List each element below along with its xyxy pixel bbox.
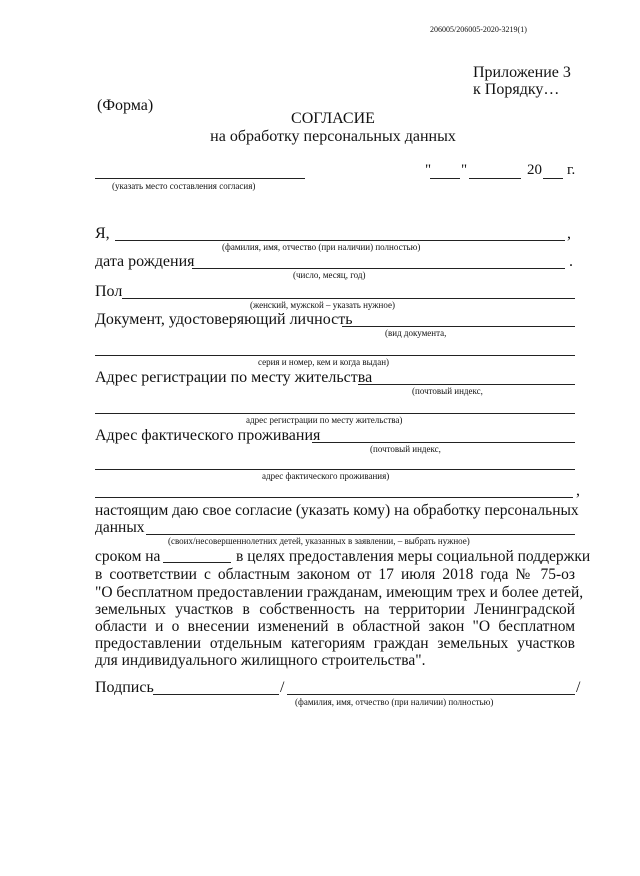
- sex-line[interactable]: [122, 298, 575, 299]
- term-line[interactable]: [163, 562, 231, 563]
- term-label: сроком на: [95, 548, 161, 565]
- term-line3: "О бесплатном предоставлении гражданам, имеющим трех и более детей,: [95, 584, 584, 601]
- reg-address-caption: (почтовый индекс,: [412, 386, 483, 396]
- fact-address-caption: (почтовый индекс,: [370, 444, 441, 454]
- place-line[interactable]: [95, 178, 305, 179]
- term-purpose: в целях предоставления меры социальной поддержки: [236, 548, 591, 565]
- fact-address-line[interactable]: [312, 442, 575, 443]
- birth-line[interactable]: [192, 268, 565, 269]
- ya-label: Я,: [95, 225, 110, 242]
- date-month-line[interactable]: [469, 178, 521, 179]
- birth-caption: (число, месяц, год): [293, 270, 366, 280]
- term-line6: предоставлении отдельным категориям граждан земельных участков: [95, 635, 575, 652]
- date-year-line[interactable]: [543, 178, 563, 179]
- reg-address-label: Адрес регистрации по месту жительства: [95, 369, 373, 386]
- id-doc-line[interactable]: [342, 326, 575, 327]
- signature-caption: (фамилия, имя, отчество (при наличии) полностью): [295, 697, 494, 707]
- signature-name-line[interactable]: [287, 694, 575, 695]
- signature-slash2: /: [576, 679, 581, 696]
- fullname-caption: (фамилия, имя, отчество (при наличии) полностью): [222, 242, 421, 252]
- recipient-comma: ,: [576, 482, 580, 499]
- id-doc-line2[interactable]: [95, 355, 575, 356]
- term-line7: для индивидуального жилищного строительства".: [95, 652, 426, 669]
- date-day-line[interactable]: [430, 178, 460, 179]
- document-subtitle: на обработку персональных данных: [210, 128, 456, 145]
- place-caption: (указать место составления согласия): [112, 181, 256, 191]
- sex-label: Пол: [95, 283, 123, 300]
- fullname-line[interactable]: [115, 240, 565, 241]
- term-line5: области и о внесении изменений в областной закон "О бесплатном: [95, 618, 575, 635]
- fact-address-line2[interactable]: [95, 469, 575, 470]
- recipient-line[interactable]: [95, 497, 573, 498]
- sex-caption: (женский, мужской – указать нужное): [250, 300, 395, 310]
- consent-line1: настоящим даю свое согласие (указать кому) на обработку персональных: [95, 502, 579, 519]
- appendix-line1: Приложение 3: [473, 64, 571, 81]
- term-line4: земельных участков в собственность на территории Ленинградской: [95, 601, 575, 618]
- signature-label: Подпись: [95, 679, 154, 696]
- consent-caption: (своих/несовершеннолетних детей, указанных в заявлении, – выбрать нужное): [168, 536, 470, 546]
- reg-address-line2[interactable]: [95, 413, 575, 414]
- date-year-suffix: г.: [567, 162, 576, 178]
- consent-line2: данных: [95, 519, 145, 536]
- ya-end: ,: [567, 225, 571, 242]
- fact-address-label: Адрес фактического проживания: [95, 427, 321, 444]
- id-doc-caption: (вид документа,: [385, 328, 447, 338]
- form-label: (Форма): [97, 97, 154, 114]
- birth-end: .: [569, 253, 573, 270]
- signature-slash1: /: [280, 679, 285, 696]
- signature-line[interactable]: [153, 694, 279, 695]
- id-doc-caption2: серия и номер, кем и когда выдан): [258, 357, 390, 367]
- birth-label: дата рождения: [95, 253, 195, 270]
- appendix-line2: к Порядку…: [473, 81, 560, 98]
- document-code: 206005/206005-2020-3219(1): [430, 25, 527, 34]
- term-line2: в соответствии с областным законом от 17 июля 2018 года № 75-оз: [95, 566, 575, 583]
- id-doc-label: Документ, удостоверяющий личность: [95, 311, 353, 328]
- document-title: СОГЛАСИЕ: [291, 110, 375, 127]
- reg-address-caption2: адрес регистрации по месту жительства): [246, 415, 403, 425]
- fact-address-caption2: адрес фактического проживания): [262, 471, 390, 481]
- date-quote-open: ": [425, 162, 432, 178]
- date-year-prefix: 20: [527, 162, 542, 178]
- consent-data-line[interactable]: [146, 534, 575, 535]
- reg-address-line[interactable]: [358, 384, 575, 385]
- date-quote-close: ": [461, 162, 468, 178]
